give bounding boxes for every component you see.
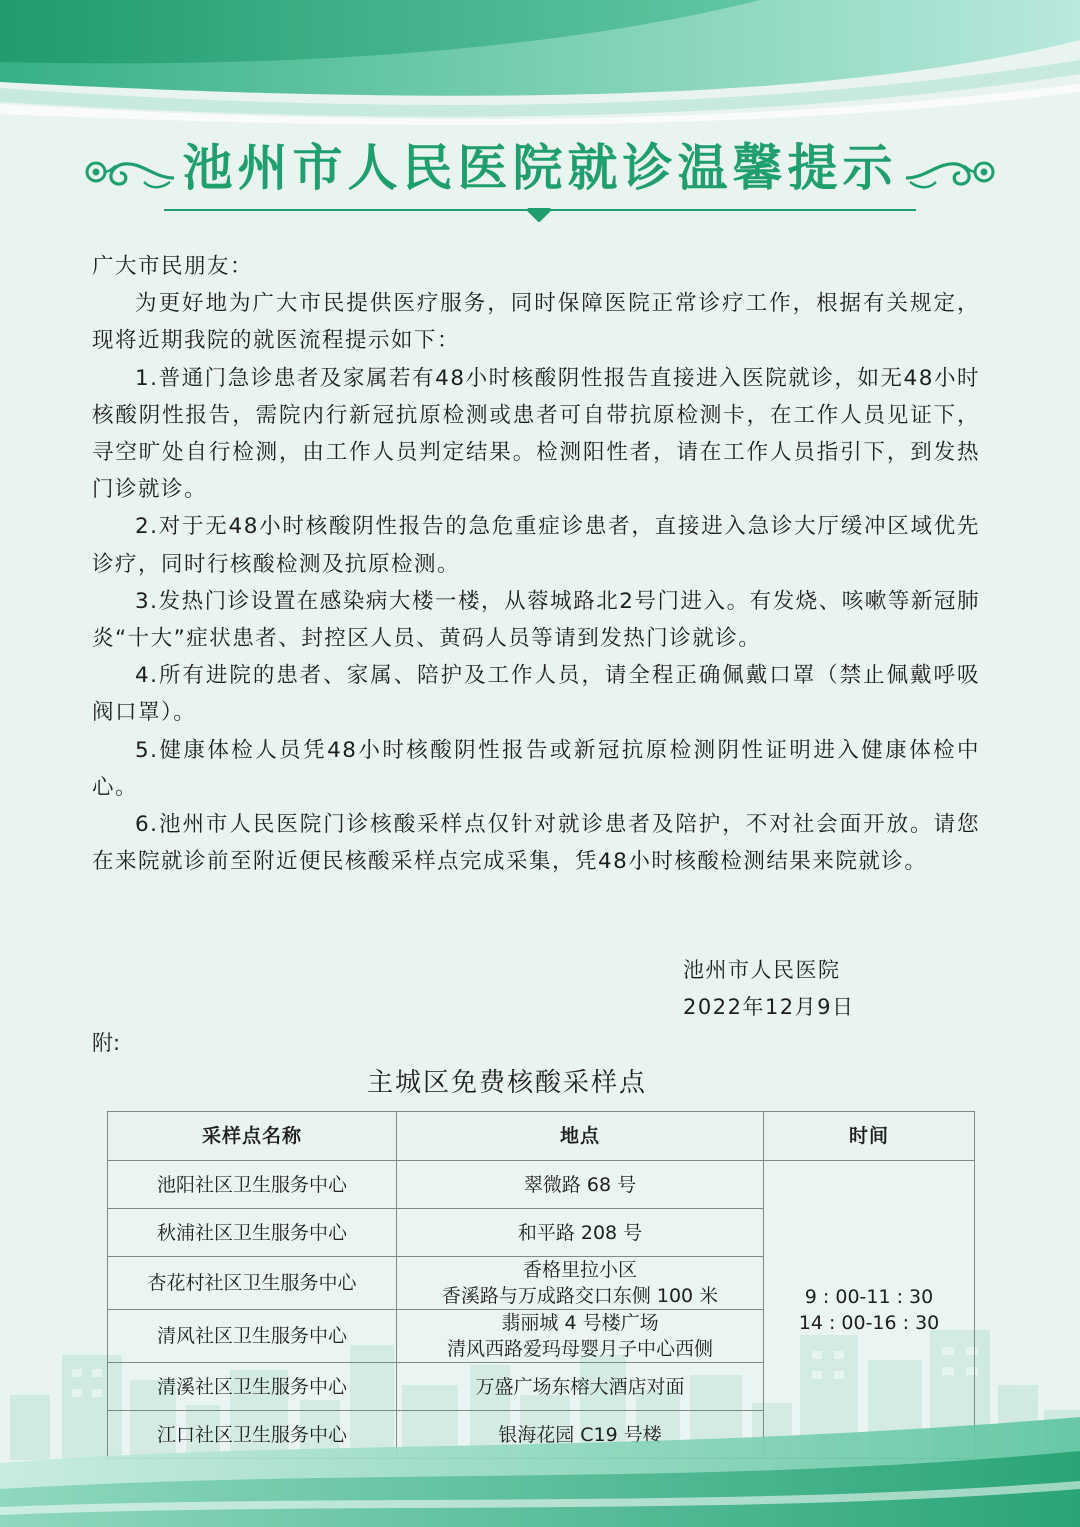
left-scroll-ornament bbox=[84, 142, 176, 198]
site-location bbox=[397, 1161, 764, 1209]
title-block bbox=[0, 128, 1080, 228]
location-line: 万盛广场东榕大酒店对面 bbox=[475, 1375, 685, 1398]
site-name: 杏花村社区卫生服务中心 bbox=[108, 1257, 397, 1310]
notice-item-2: 2.对于无48小时核酸阴性报告的急危重症诊患者，直接进入急诊大厅缓冲区域优先诊疗，同时行核酸检测及抗原检测。 bbox=[92, 514, 980, 577]
appendix-label: 附: bbox=[92, 1031, 121, 1055]
header-time: 时间 bbox=[764, 1112, 975, 1161]
morning-hours: 9 : 00-11 : 30 bbox=[804, 1285, 934, 1308]
table-title: 主城区免费核酸采样点 bbox=[366, 1068, 647, 1098]
location-line: 香格里拉小区 bbox=[522, 1259, 637, 1281]
signature-block bbox=[683, 952, 855, 1026]
site-location bbox=[397, 1257, 764, 1310]
header-site-name: 采样点名称 bbox=[108, 1112, 397, 1161]
location-line: 和平路 208 号 bbox=[517, 1221, 643, 1244]
site-location bbox=[397, 1209, 764, 1257]
notice-item-1: 1.普通门急诊患者及家属若有48小时核酸阴性报告直接进入医院就诊，如无48小时核酸阴性报告，需院内行新冠抗原检测或患者可自带抗原检测卡，在工作人员见证下，寻空旷处自行检测，由工作人员判定结果。检测阳性者，请在工作人员指引下，到发热门诊就诊。 bbox=[92, 365, 980, 503]
site-name: 江口社区卫生服务中心 bbox=[108, 1411, 397, 1459]
notice-item-3: 3.发热门诊设置在感染病大楼一楼，从蓉城路北2号门进入。有发烧、咳嗽等新冠肺炎“十大”症状患者、封控区人员、黄码人员等请到发热门诊就诊。 bbox=[92, 588, 980, 652]
title-divider bbox=[164, 208, 916, 222]
site-location bbox=[397, 1310, 764, 1363]
page-title: 池州市人民医院就诊温馨提示 bbox=[182, 138, 898, 197]
bottom-wave-banner bbox=[0, 1377, 1080, 1527]
notice-item-4: 4.所有进院的患者、家属、陪护及工作人员，请全程正确佩戴口罩（禁止佩戴呼吸阀口罩）。 bbox=[92, 663, 980, 726]
signature-org: 池州市人民医院 bbox=[683, 958, 841, 982]
table-header-row bbox=[108, 1112, 975, 1161]
signature-date: 2022年12月9日 bbox=[683, 995, 855, 1019]
intro-paragraph: 为更好地为广大市民提供医疗服务，同时保障医院正常诊疗工作，根据有关规定，现将近期我院的就医流程提示如下： bbox=[92, 291, 980, 354]
location-line: 翠微路 68 号 bbox=[523, 1173, 637, 1196]
site-name: 池阳社区卫生服务中心 bbox=[108, 1161, 397, 1209]
notice-item-6: 6.池州市人民医院门诊核酸采样点仅针对就诊患者及陪护，不对社会面开放。请您在来院就诊前至附近便民核酸采样点完成采集，凭48小时核酸检测结果来院就诊。 bbox=[92, 812, 980, 875]
site-name: 清风社区卫生服务中心 bbox=[108, 1310, 397, 1363]
site-name: 秋浦社区卫生服务中心 bbox=[108, 1209, 397, 1257]
top-wave-banner bbox=[0, 0, 1080, 130]
site-name: 清溪社区卫生服务中心 bbox=[108, 1363, 397, 1411]
location-line: 银海花园 C19 号楼 bbox=[498, 1423, 662, 1446]
right-scroll-ornament bbox=[904, 142, 996, 198]
location-line: 翡丽城 4 号楼广场 bbox=[501, 1312, 659, 1334]
location-line-2: 香溪路与万成路交口东侧 100 米 bbox=[441, 1285, 719, 1307]
table-row bbox=[108, 1161, 975, 1209]
notice-letter bbox=[92, 248, 980, 880]
notice-item-5: 5.健康体检人员凭48小时核酸阴性报告或新冠抗原检测阴性证明进入健康体检中心。 bbox=[92, 737, 980, 800]
header-location: 地点 bbox=[397, 1112, 764, 1161]
location-line-2: 清风西路爱玛母婴月子中心西侧 bbox=[446, 1338, 713, 1360]
salutation: 广大市民朋友： bbox=[92, 254, 254, 279]
afternoon-hours: 14 : 00-16 : 30 bbox=[798, 1311, 940, 1334]
